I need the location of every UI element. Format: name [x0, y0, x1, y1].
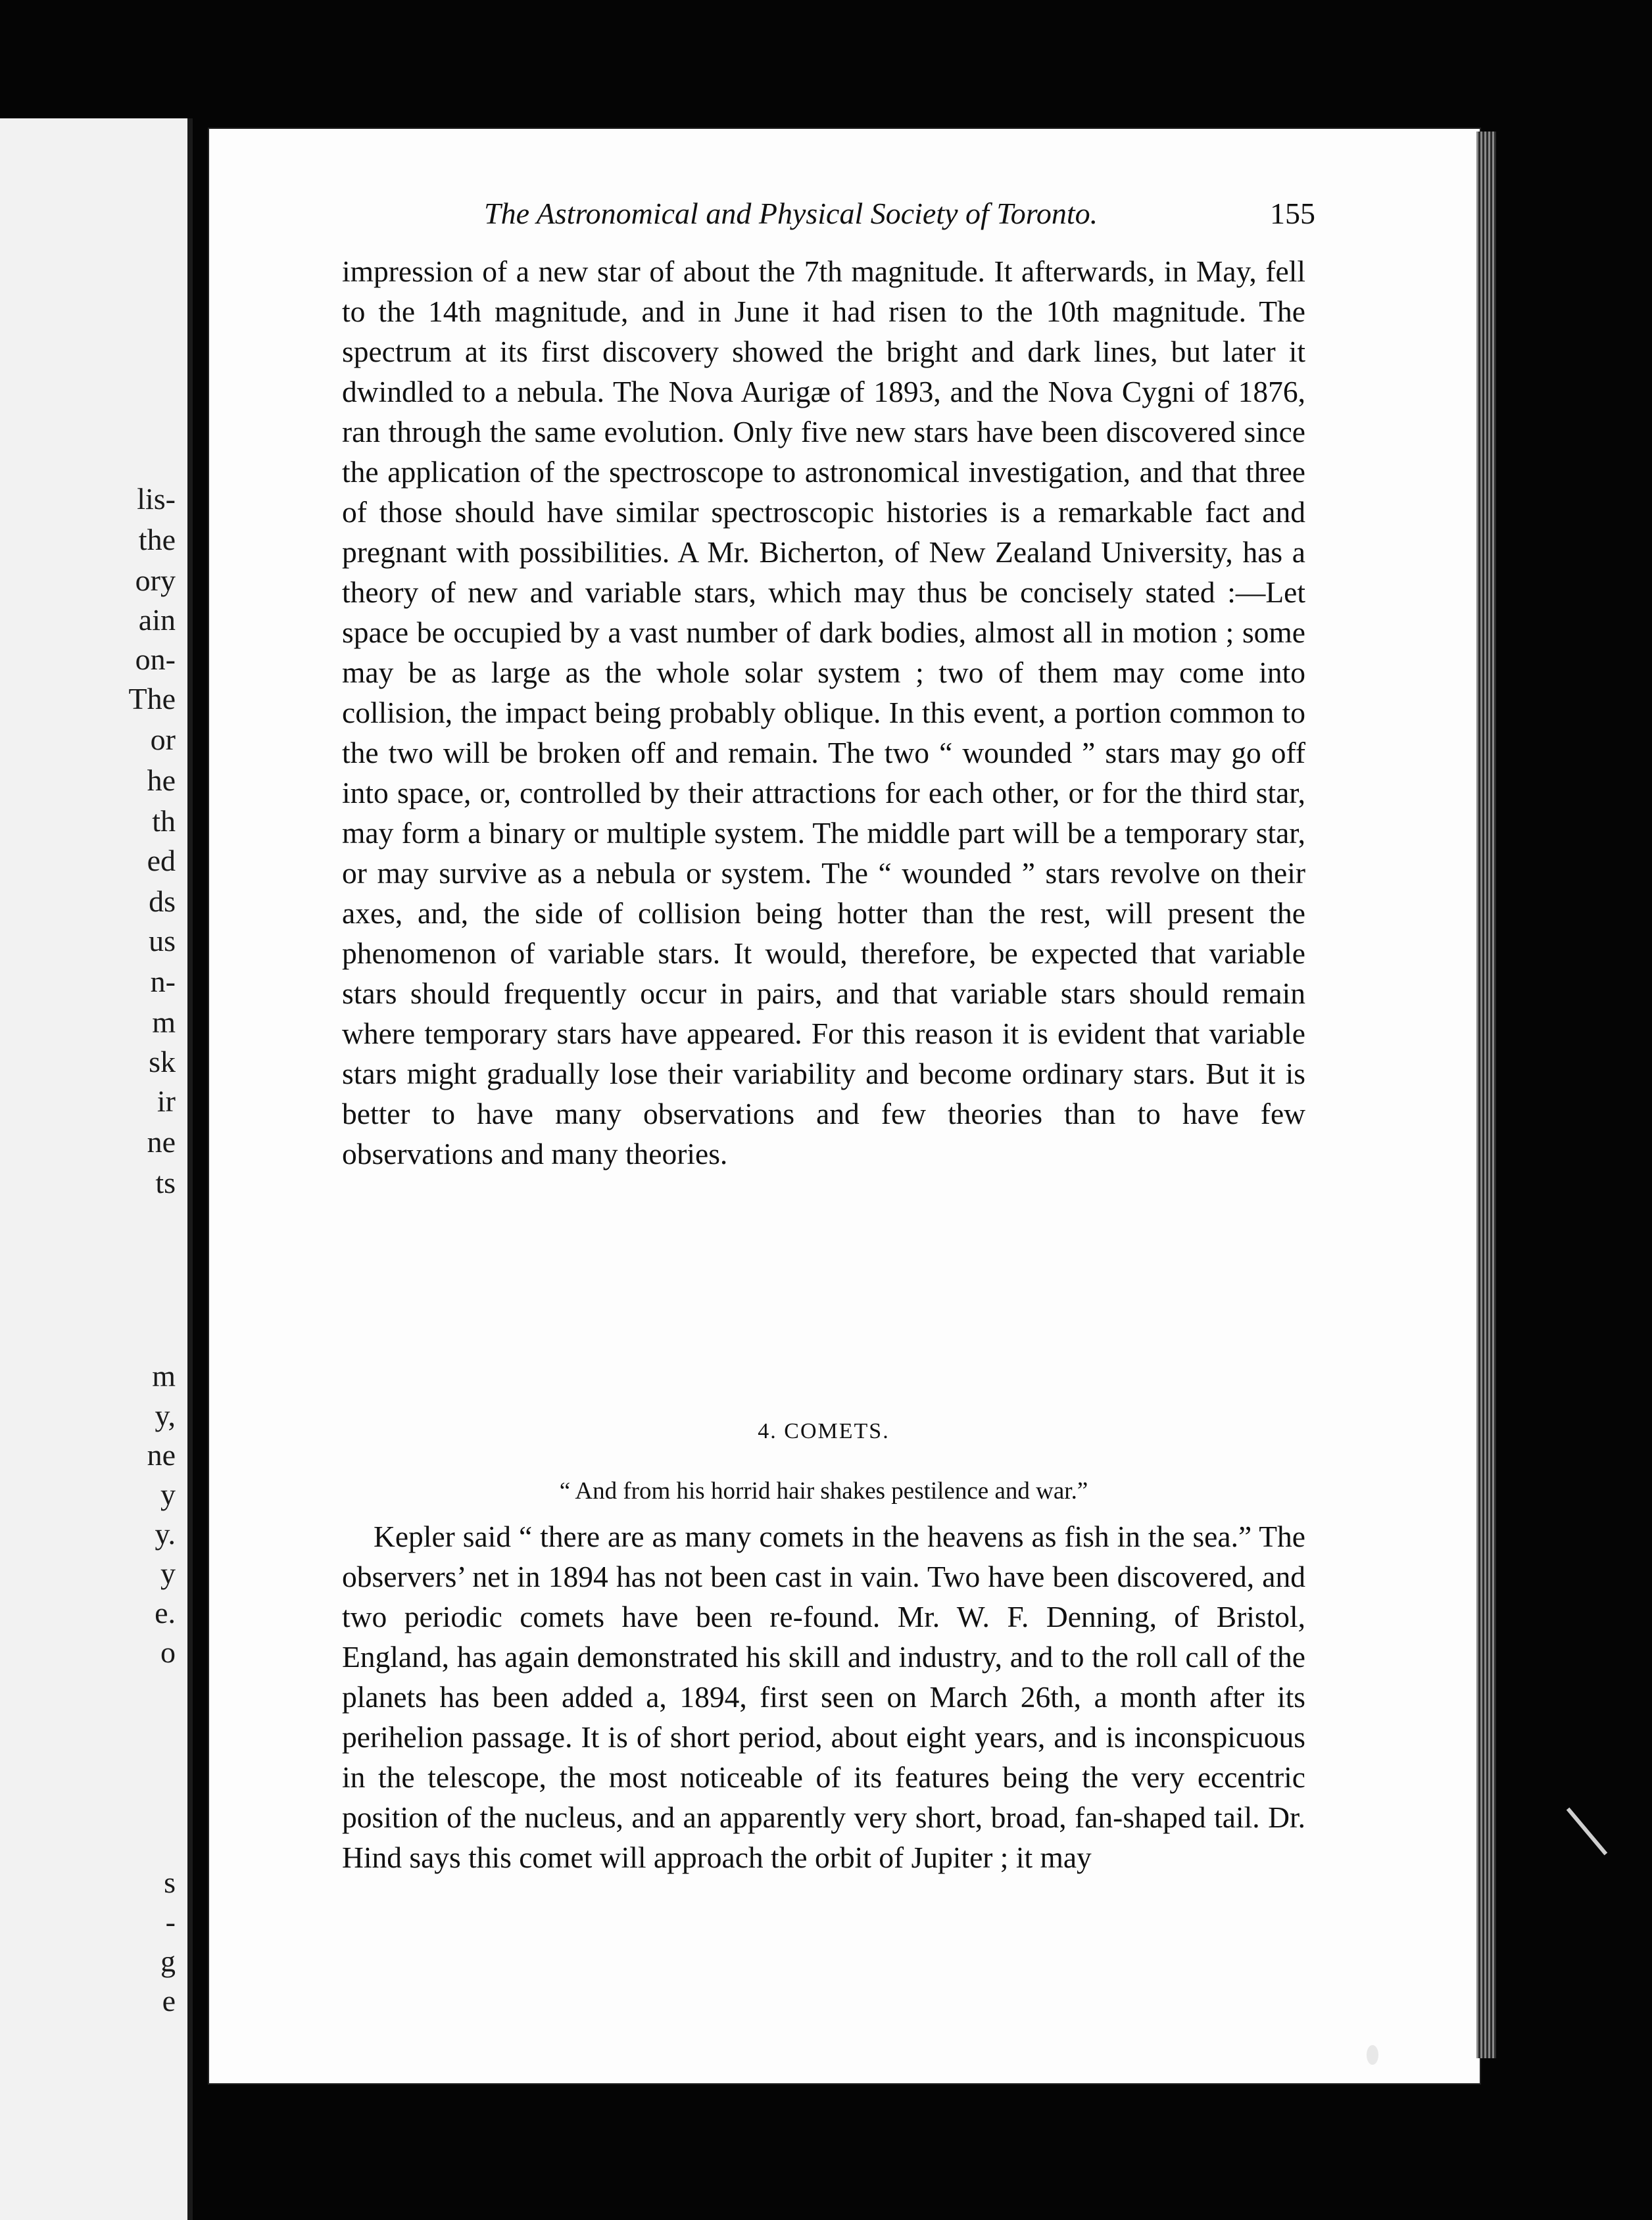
- facing-page-fragment: y: [160, 1478, 176, 1511]
- facing-page-fragment: on-: [135, 642, 176, 676]
- running-head: [276, 196, 1315, 235]
- facing-page-fragment: ed: [147, 844, 176, 877]
- facing-page-fragment: lis-: [137, 482, 176, 516]
- facing-page-fragment: -: [165, 1905, 176, 1939]
- facing-page-fragment: ts: [155, 1166, 176, 1199]
- facing-page-fragment: m: [152, 1359, 176, 1393]
- facing-page-fragment: ne: [147, 1125, 176, 1159]
- facing-page-fragment: us: [149, 924, 176, 957]
- facing-page-fragment: y: [160, 1556, 176, 1590]
- comets-paragraph: Kepler said “ there are as many comets in the heavens as fish in the sea.” The observers’ net in 1894 has not been cast in vain. Two have been discovered, and two periodic comets have been re-found. Mr. W. F. Denning, of Bristol, England, has again demonstrated his skill and industry, and to the roll call of the planets has been added a, 1894, first seen on March 26th, a month after its perihelion passage. It is of short period, about eight years, and is inconspicuous in the telescope, the most noticeable of its features being the very eccentric position of the nucleus, and an apparently very short, broad, fan-shaped tail. Dr. Hind says this comet will approach the orbit of Jupiter ; it may: [342, 1520, 1305, 1874]
- facing-page-fragment: sk: [149, 1045, 176, 1078]
- facing-page-fragment: n-: [150, 965, 176, 998]
- facing-page-fragment: or: [150, 723, 176, 756]
- facing-page-fragment: ir: [157, 1084, 176, 1118]
- comets-text: [342, 1516, 1305, 1877]
- facing-page-fragment: ain: [138, 603, 176, 637]
- scan-speck: [1367, 2045, 1378, 2065]
- facing-page-fragment: y.: [155, 1517, 176, 1551]
- facing-page-fragment: g: [160, 1944, 176, 1978]
- body-paragraph: impression of a new star of about the 7th magnitude. It afterwards, in May, fell to the 14th magnitude, and in June it had risen to the 10th magnitude. The spectrum at its first discovery showed the bright and dark lines, but later it dwindled to a nebula. The Nova Aurigæ of 1893, and the Nova Cygni of 1876, ran through the same evolution. Only five new stars have been discovered since the application of the spectroscope to astronomical investigation, and that three of those should have similar spectroscopic histories is a remarkable fact and pregnant with possibilities. A Mr. Bicherton, of New Zealand University, has a theory of new and variable stars, which may thus be concisely stated :—Let space be occupied by a vast number of dark bodies, almost all in motion ; some may be as large as the whole solar system ; two of them may come into collision, the impact being probably oblique. In this event, a portion common to the two will be broken off and remain. The two “ wounded ” stars may go off into space, or, controlled by their attractions for each other, or for the third star, may form a binary or multiple system. The middle part will be a temporary star, or may survive as a nebula or system. The “ wounded ” stars revolve on their axes, and, the side of collision being hotter than the rest, will present the phenomenon of variable stars. It would, therefore, be expected that variable stars should frequently occur in pairs, and that variable stars should remain where temporary stars have appeared. For this reason it is evident that variable stars might gradually lose their variability and become ordinary stars. But it is better to have many observations and few theories than to have few observations and many theories.: [342, 254, 1305, 1170]
- facing-page-fragment: m: [152, 1005, 176, 1039]
- section-heading: 4. COMETS.: [758, 1419, 890, 1443]
- epigraph: “ And from his horrid hair shakes pestilence and war.”: [559, 1478, 1088, 1505]
- facing-page-fragment: ds: [149, 884, 176, 918]
- facing-page-fragment: he: [147, 763, 176, 797]
- facing-page-fragment: e: [162, 1984, 176, 2017]
- page-stack-edge: [1476, 132, 1496, 2058]
- facing-page-fragment: The: [128, 682, 176, 715]
- facing-page-fragment: ory: [135, 564, 176, 597]
- facing-page-edge: [0, 118, 193, 2220]
- facing-page-fragment: th: [152, 804, 176, 838]
- page-number: 155: [1270, 197, 1315, 230]
- facing-page-fragment: e.: [155, 1596, 176, 1629]
- facing-page-fragment: the: [138, 523, 176, 556]
- facing-page-fragment: s: [164, 1866, 176, 1899]
- facing-page-fragment: y,: [155, 1399, 176, 1432]
- body-text: [342, 251, 1305, 1174]
- facing-page-fragment: ne: [147, 1438, 176, 1472]
- scan-speck: [1567, 1808, 1607, 1856]
- running-title: The Astronomical and Physical Society of Toronto.: [484, 197, 1098, 230]
- facing-page-fragment: o: [160, 1635, 176, 1669]
